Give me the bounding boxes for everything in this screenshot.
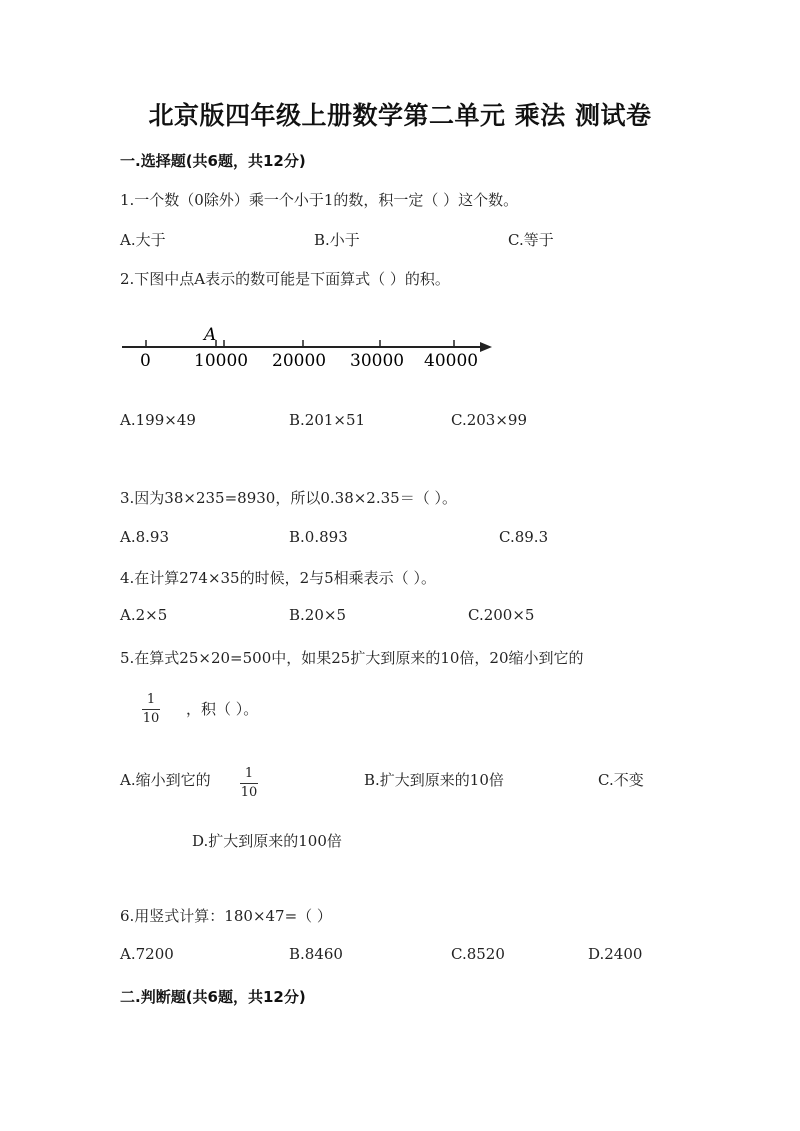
q5-fraction bbox=[142, 688, 160, 726]
tick-label-0: 0 bbox=[140, 351, 151, 371]
q5-fraction-numerator: 1 bbox=[146, 692, 156, 707]
question-5-continued: ，积（ ）。 bbox=[186, 700, 259, 718]
question-6: 6.用竖式计算：180×47=（ ） bbox=[120, 907, 332, 925]
q2-option-c: C.203×99 bbox=[451, 411, 527, 429]
q1-option-c: C.等于 bbox=[508, 231, 554, 249]
q5-option-a-fraction bbox=[240, 762, 258, 800]
section-heading-judgement: 二.判断题(共6题，共12分) bbox=[120, 988, 306, 1006]
q1-option-b: B.小于 bbox=[314, 231, 360, 249]
page-title: 北京版四年级上册数学第二单元 乘法 测试卷 bbox=[148, 101, 652, 130]
section-heading-choice: 一.选择题(共6题，共12分) bbox=[120, 152, 306, 170]
q5-option-d: D.扩大到原来的100倍 bbox=[192, 832, 342, 850]
tick-label-10000: 10000 bbox=[194, 351, 249, 371]
q2-option-a: A.199×49 bbox=[120, 411, 196, 429]
q4-option-b: B.20×5 bbox=[289, 606, 346, 624]
question-5: 5.在算式25×20=500中，如果25扩大到原来的10倍，20缩小到它的 bbox=[120, 649, 584, 667]
q3-option-a: A.8.93 bbox=[120, 528, 169, 546]
question-1: 1.一个数（0除外）乘一个小于1的数，积一定（ ）这个数。 bbox=[120, 191, 519, 209]
q6-option-b: B.8460 bbox=[289, 945, 343, 963]
question-4: 4.在计算274×35的时候，2与5相乘表示（ ）。 bbox=[120, 569, 436, 587]
q5-option-b: B.扩大到原来的10倍 bbox=[364, 771, 504, 789]
point-a-label: A bbox=[204, 325, 217, 345]
tick-label-40000: 40000 bbox=[424, 351, 479, 371]
tick-label-20000: 20000 bbox=[272, 351, 327, 371]
q3-option-c: C.89.3 bbox=[499, 528, 549, 546]
q5-fraction-denominator: 10 bbox=[142, 711, 160, 726]
number-line-arrow bbox=[480, 342, 492, 352]
question-2: 2.下图中点A表示的数可能是下面算式（ ）的积。 bbox=[120, 270, 450, 288]
q2-option-b: B.201×51 bbox=[289, 411, 366, 429]
number-line-figure bbox=[118, 322, 498, 374]
q4-option-a: A.2×5 bbox=[120, 606, 168, 624]
question-3: 3.因为38×235=8930，所以0.38×2.35＝（ ）。 bbox=[120, 489, 457, 507]
q5-option-a: A.缩小到它的 bbox=[120, 771, 211, 789]
q6-option-a: A.7200 bbox=[120, 945, 174, 963]
q5-option-a-numerator: 1 bbox=[244, 766, 254, 781]
tick-label-30000: 30000 bbox=[350, 351, 405, 371]
q6-option-d: D.2400 bbox=[588, 945, 643, 963]
q6-option-c: C.8520 bbox=[451, 945, 505, 963]
q5-option-c: C.不变 bbox=[598, 771, 644, 789]
q1-option-a: A.大于 bbox=[120, 231, 166, 249]
q3-option-b: B.0.893 bbox=[289, 528, 348, 546]
q5-option-a-denominator: 10 bbox=[240, 785, 258, 800]
q4-option-c: C.200×5 bbox=[468, 606, 535, 624]
